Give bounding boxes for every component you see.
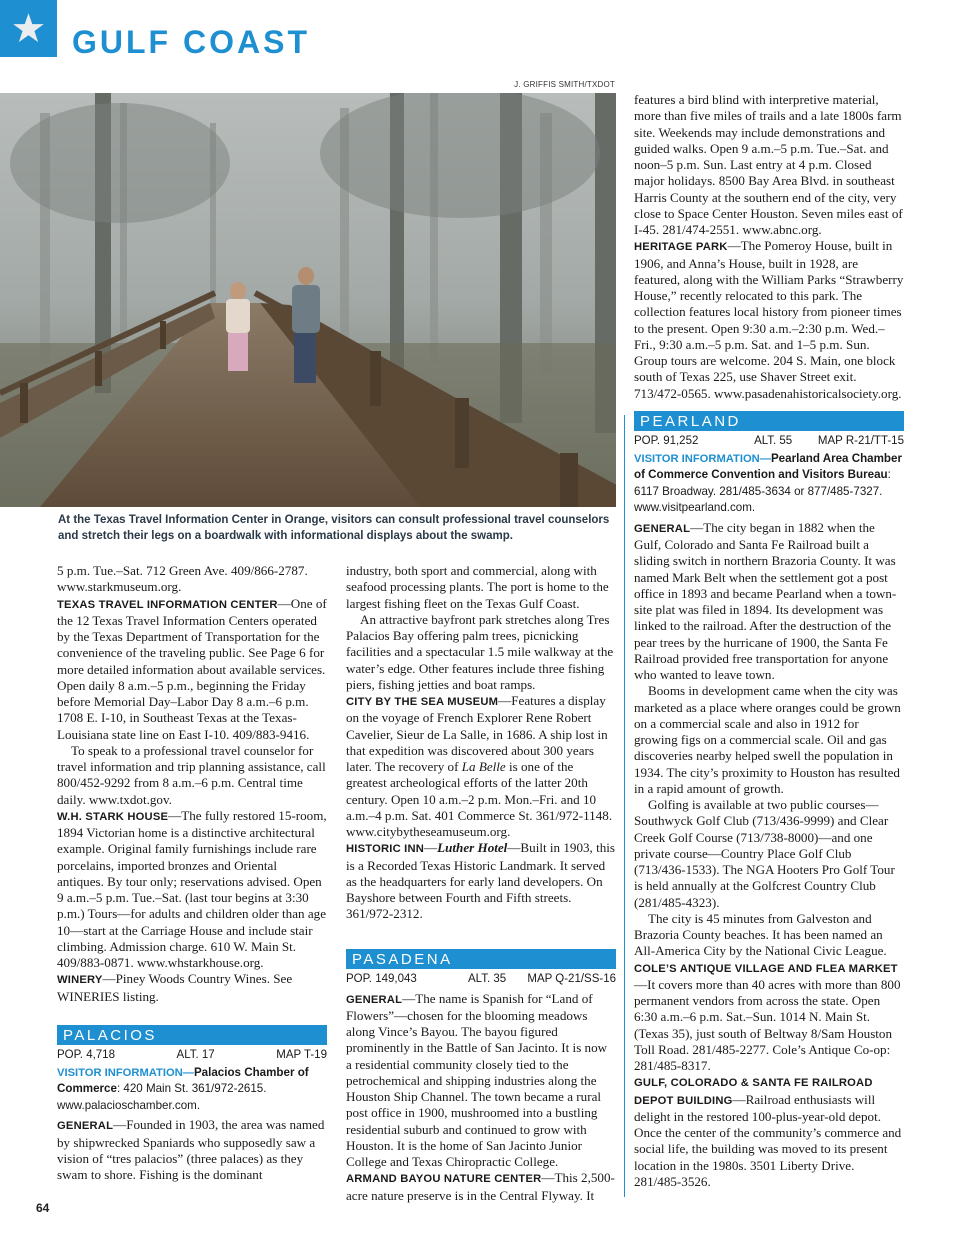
winery-heading: WINERY [57, 974, 103, 987]
pasadena-stats [346, 969, 616, 989]
armand-bayou-heading: ARMAND BAYOU NATURE CENTER [346, 1173, 542, 1186]
depot-text: —Railroad enthusiasts will delight in the restored 100-plus-year-old depot. Once the center of the community’s commerce and social life, the building was moved to its present location in the 1980s. 3501 Liberty Drive. 281/485-3526. [634, 1091, 902, 1189]
depot-heading: GULF, COLORADO & SANTA FE RAILROAD DEPOT BUILDING [634, 1077, 873, 1107]
stark-house-text: —The fully restored 15-room, 1894 Victorian home is a distinctive architectural example. Original family furnishings include rare porcelains, imported bronzes and Oriental antiques. By tour only; reservations advised. Open 9 a.m.–5 p.m. Tue.–Sat. (last tour begins at 3:30 p.m.) Tours—for adults and children older than age 10—start at the Carriage House and include stair climbing. Admission charge. 610 W. Main St. 409/883-0871. www.whstarkhouse.org. [57, 807, 327, 970]
armand-bayou-entry [346, 1170, 616, 1204]
city-museum-text-b: is one of the greatest archeological efforts of the latter 20th century. Open 10 a.m.–2 p.m. Mon.–Fri. and 10 a.m.–4 p.m. Sat. 401 Commerce St. 361/972-1148. www.citybytheseamuseum.org. [346, 759, 613, 839]
depot-entry [634, 1074, 904, 1190]
pasadena-general-text: —The name is Spanish for “Land of Flowers”—chosen for the blooming meadows along Vince’s Bayou. The bayou figured prominently in the Battle of San Jacinto. It is now a residential community closely tied to the petrochemical and shipping industries along the Houston Ship Channel. The town became a rural post office in 1900, mushroomed into a bustling residential suburb and continued to grow with Houston. It is the home of San Jacinto Junior College and Texas Chiropractic College. [346, 990, 608, 1169]
pearland-visitor-heading: VISITOR INFORMATION— [634, 452, 771, 465]
pearland-general [634, 520, 904, 684]
heritage-park-heading: HERITAGE PARK [634, 241, 728, 254]
armand-bayou-text: —This 2,500-acre nature preserve is in the Central Flyway. It [346, 1170, 615, 1203]
pearland-pop: POP. 91,252 [634, 434, 699, 447]
historic-inn-heading: HISTORIC INN [346, 843, 425, 856]
palacios-visitor-text: : 420 Main St. 361/972-2615. www.palacioschamber.com. [57, 1082, 267, 1112]
pasadena-banner: PASADENA [346, 949, 616, 969]
star-icon [11, 11, 46, 46]
palacios-general-text: —Founded in 1903, the area was named by shipwrecked Spaniards who supposedly saw a vision of “tres palacios” (three palaces) as they swam to shore. Fishing is the dominant [57, 1117, 325, 1182]
stark-museum-tail: 5 p.m. Tue.–Sat. 712 Green Ave. 409/866-2787. www.starkmuseum.org. [57, 563, 308, 595]
palacios-visitor-heading: VISITOR INFORMATION— [57, 1066, 194, 1079]
historic-inn-text: —Built in 1903, this is a Recorded Texas Historic Landmark. It served as the headquarters for early land developers. On Bayshore between Fourth and Fifth streets. 361/972-2312. [346, 840, 615, 922]
historic-inn-dash: — [424, 840, 438, 856]
palacios-general-cont: industry, both sport and commercial, along with seafood processing plants. The port is home to the largest fishing fleet on the Texas Gulf Coast. [346, 563, 609, 611]
photo-credit: J. GRIFFIS SMITH/TXDOT [514, 80, 615, 89]
heritage-park-entry [634, 238, 904, 402]
pearland-visitor-org: Pearland Area Chamber of Commerce Convention and Visitors Bureau [634, 451, 902, 482]
city-museum-entry [346, 693, 616, 840]
palacios-visitor-info [57, 1065, 327, 1115]
palacios-general-heading: GENERAL [57, 1120, 114, 1133]
coles-heading: COLE’S ANTIQUE VILLAGE AND FLEA MARKET [634, 962, 898, 975]
middle-column [346, 563, 616, 1204]
photo-caption: At the Texas Travel Information Center in Orange, visitors can consult professional travel counselors and stretch their legs on a boardwalk with informational displays about the swamp. [58, 514, 610, 542]
armand-bayou-cont: features a bird blind with interpretive material, more than five miles of trails and a late 1800s farm site. Weekends may include demonstrations and guided walks. Open 9 a.m.–5 p.m. Tue.–Sat. and noon–5 p.m. Sun. Last entry at 4 p.m. Closed major holidays. 8500 Bay Area Blvd. in southeast Harris County at the southern end of the city, very close to Space Center Houston. Seven miles east of I-45. 281/474-2551. www.abnc.org. [634, 92, 903, 237]
palacios-visitor-org: Palacios Chamber of Commerce [57, 1065, 309, 1096]
pearland-banner: PEARLAND [634, 411, 904, 431]
luther-hotel-name: Luther Hotel [437, 840, 508, 856]
travel-center-text: —One of the 12 Texas Travel Information Centers operated by the Texas Department of Transportation for the convenience of the traveling public. See Page 6 for more detailed information about available services. Open daily 8 a.m.–5 p.m., beginning the Friday before Memorial Day–Labor Day 8 a.m.–6 p.m. 1708 E. I-10, in Southeast Texas at the Texas-Louisiana state line on East I-10. 409/883-9416. [57, 595, 327, 742]
palacios-map: MAP T-19 [276, 1048, 327, 1061]
coles-text: —It covers more than 40 acres with more than 800 permanent vendors from across the state. Open 6:30 a.m.–6 p.m. Sat.–Sun. 1014 N. Main St. (Texas 35), just south of Beltway 8/Sam Houston Toll Road. 281/485-2277. Cole’s Antique Co-op: 281/485-8317. [634, 976, 901, 1073]
pearland-booms-paragraph: Booms in development came when the city was marketed as a place where oranges could be grown on a commercial scale and also in 1912 for growing figs on a commercial scale. Oil and gas discoveries nearby helped swell the population in 1934. The city’s proximity to Houston has resulted in a rapid amount of growth. [634, 683, 901, 796]
pasadena-pop: POP. 149,043 [346, 972, 417, 985]
right-column [634, 92, 904, 1190]
pasadena-alt: ALT. 35 [467, 972, 507, 985]
heritage-park-text: —The Pomeroy House, built in 1906, and Anna’s House, built in 1928, are featured, along with the William Parks “Strawberry House,” recently relocated to this park. The collection features local history from pioneer times to the present. Open 9:30 a.m.–2:30 p.m. Wed.–Fri., 9:30 a.m.–5 p.m. Sat. and 1–5 p.m. Sun. Group tours are welcome. 204 S. Main, one block south of Texas 225, use Shaver Street exit. 713/472-0565. www.pasadenahistoricalsociety.org. [634, 238, 904, 401]
palacios-pop: POP. 4,718 [57, 1048, 115, 1061]
la-belle-title: La Belle [461, 759, 506, 774]
travel-counselor-paragraph: To speak to a professional travel counselor for travel information and trip planning assistance, call 800/452-9292 from 8 a.m.–6 p.m. Central time daily. www.txdot.gov. [57, 742, 326, 807]
bayfront-park-paragraph: An attractive bayfront park stretches along Tres Palacios Bay offering palm trees, picnicking facilities and a spectacular 1.5 mile walkway at the water’s edge. Other features include three fishing piers, fishing jetties and boat ramps. [346, 611, 614, 692]
winery-entry [57, 971, 327, 1005]
pasadena-map: MAP Q-21/SS-16 [527, 972, 616, 985]
coles-entry [634, 960, 904, 1075]
pasadena-general [346, 991, 616, 1171]
palacios-general [57, 1117, 327, 1183]
pearland-visitor-text: : 6117 Broadway. 281/485-3634 or 877/485-7327. www.visitpearland.com. [634, 468, 891, 515]
palacios-alt: ALT. 17 [176, 1048, 215, 1061]
travel-center-entry [57, 596, 327, 743]
pearland-city-paragraph: The city is 45 minutes from Galveston and Brazoria County beaches. It has been named an All-America City by the National Civic League. [634, 910, 887, 959]
pearland-map: MAP R-21/TT-15 [817, 434, 904, 447]
city-museum-text-a: —Features a display on the voyage of French Explorer Rene Robert Cavelier, Sieur de La Salle, in 1686. A ship lost in that expedition was discovered about 300 years later. The recovery of [346, 693, 608, 774]
column-divider [624, 415, 625, 1197]
pasadena-general-heading: GENERAL [346, 993, 403, 1006]
boardwalk-photo [0, 93, 616, 507]
pearland-golf-paragraph: Golfing is available at two public courses—Southwyck Golf Club (713/436-9999) and Clear Creek Golf Course (713/738-8000)—and one private course—Country Place Golf Club (713/436-1533). The NGA Hooters Pro Golf Tour is held annually at the Golfcrest Country Club (281/485-4323). [634, 797, 895, 910]
winery-text: —Piney Woods Country Wines. See WINERIES listing. [57, 971, 293, 1004]
pearland-visitor-info [634, 451, 904, 517]
section-star-badge [0, 0, 57, 57]
palacios-stats [57, 1045, 327, 1065]
page-number: 64 [36, 1201, 50, 1215]
pearland-alt: ALT. 55 [754, 434, 793, 447]
travel-center-heading: TEXAS TRAVEL INFORMATION CENTER [57, 598, 278, 611]
historic-inn-entry [346, 840, 616, 922]
section-title: GULF COAST [72, 24, 310, 60]
stark-house-entry [57, 808, 327, 972]
city-museum-heading: CITY BY THE SEA MUSEUM [346, 696, 499, 708]
pearland-general-heading: GENERAL [634, 522, 691, 535]
pearland-general-text: —The city began in 1882 when the Gulf, Colorado and Santa Fe Railroad built a sliding switch in northern Brazoria County. It was named Mark Belt when the settlement got a post office in 1893 and became Pearland when a town-site plat was filed in 1894. Its development was linked to the railroad. After the destruction of the pear trees by the hurricane of 1900, the Santa Fe Railroad provided free transportation for anyone who wanted to leave town. [634, 519, 897, 682]
palacios-banner: PALACIOS [57, 1025, 327, 1045]
stark-house-heading: W.H. STARK HOUSE [57, 810, 169, 823]
pearland-stats [634, 431, 904, 451]
left-column [57, 563, 327, 1183]
